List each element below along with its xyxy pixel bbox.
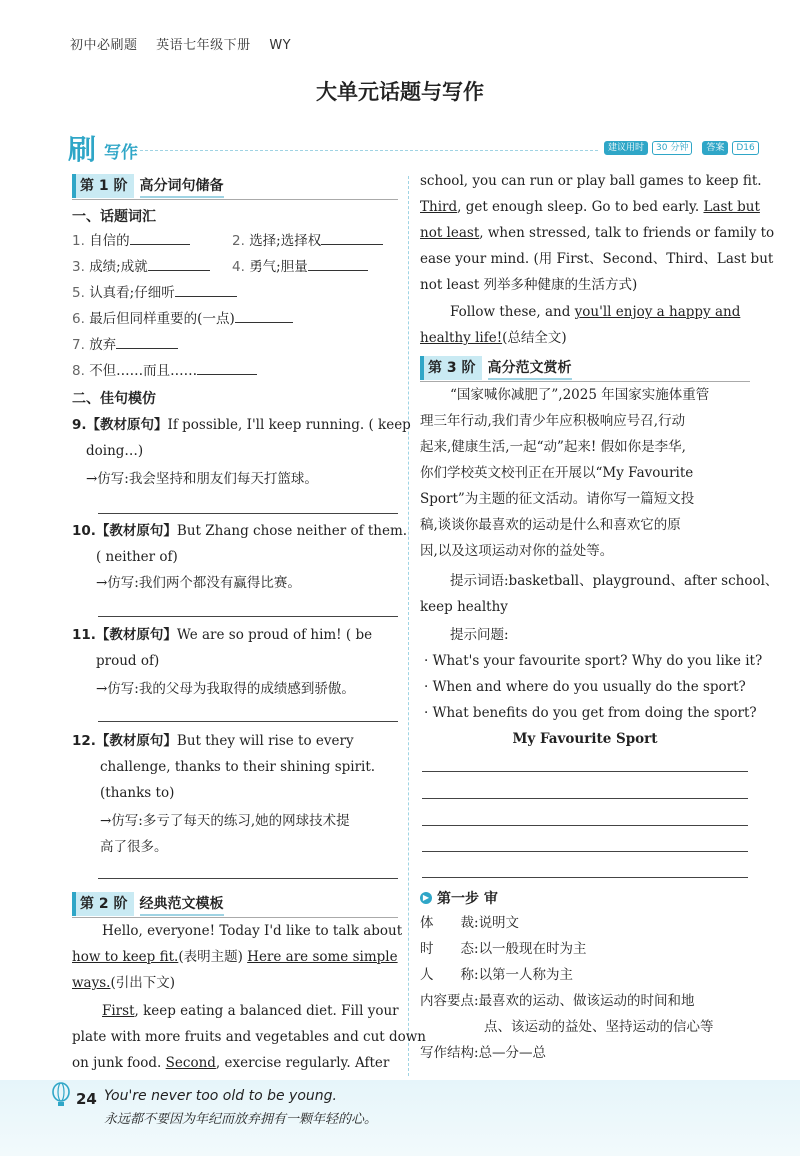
vocab-item-2 bbox=[232, 228, 383, 254]
sentence-item-9 bbox=[72, 412, 411, 438]
row-value: 以第一人称为主 bbox=[478, 967, 574, 983]
item-tag: 【教材原句】 bbox=[86, 417, 168, 433]
item-num: 11. bbox=[72, 627, 96, 643]
underlined-phrase: how to keep fit. bbox=[72, 949, 179, 965]
step-arrow-icon: ▶ bbox=[420, 892, 432, 904]
row-value: 最喜欢的运动、做该运动的时间和地 bbox=[478, 993, 695, 1009]
row-key: 体 裁: bbox=[420, 915, 479, 931]
answer-blank[interactable] bbox=[116, 335, 178, 349]
item-num: 4. bbox=[232, 259, 245, 275]
writing-line[interactable] bbox=[98, 721, 398, 722]
item-text: 放弃 bbox=[89, 337, 117, 353]
item-text: 成绩;成就 bbox=[89, 259, 148, 275]
item-text: 自信的 bbox=[89, 233, 130, 249]
item-num: 8. bbox=[72, 363, 85, 379]
item-num: 10. bbox=[72, 523, 96, 539]
book-subject: 英语七年级下册 bbox=[156, 38, 251, 53]
template-line-9 bbox=[420, 220, 774, 246]
task-line-1: “国家喊你减肥了”,2025 年国家实施体重管 bbox=[450, 387, 710, 403]
item-num: 6. bbox=[72, 311, 85, 327]
step-1-header bbox=[72, 174, 224, 198]
text: , exercise regularly. After bbox=[215, 1055, 390, 1071]
row-key: 内容要点: bbox=[420, 993, 479, 1009]
suggest-time-value: 30 分钟 bbox=[652, 141, 692, 155]
item-num: 1. bbox=[72, 233, 85, 249]
step-3-name: 高分范文赏析 bbox=[488, 357, 572, 380]
item-tag: 【教材原句】 bbox=[95, 733, 177, 749]
hint-questions-label: 提示问题: bbox=[450, 627, 509, 643]
text: Follow these, and bbox=[450, 304, 571, 320]
template-line-1: Hello, everyone! Today I'd like to talk about bbox=[102, 923, 403, 939]
analysis-row-points bbox=[420, 988, 695, 1014]
sentence-item-10 bbox=[72, 518, 407, 544]
item-line: But they will rise to every bbox=[176, 733, 354, 749]
analysis-row-person bbox=[420, 962, 573, 988]
essay-writing-line[interactable] bbox=[422, 798, 748, 799]
template-line-11: not least 列举多种健康的生活方式) bbox=[420, 277, 638, 293]
note: (引出下文) bbox=[110, 975, 175, 991]
step-1-rule bbox=[72, 199, 398, 200]
item-num: 9. bbox=[72, 417, 87, 433]
answer-blank[interactable] bbox=[308, 257, 368, 271]
underlined-phrase: Here are some simple bbox=[247, 949, 398, 965]
row-value: 总—分—总 bbox=[478, 1045, 547, 1061]
template-line-2 bbox=[72, 944, 398, 970]
imitate-prefix: →仿写: bbox=[96, 575, 139, 591]
underlined-phrase: First bbox=[102, 1003, 135, 1019]
template-line-3 bbox=[72, 970, 175, 996]
template-line-6 bbox=[72, 1050, 389, 1076]
page-title: 大单元话题与写作 bbox=[316, 80, 484, 104]
item-text: 勇气;胆量 bbox=[249, 259, 308, 275]
item-num: 12. bbox=[72, 733, 96, 749]
row-value: 以一般现在时为主 bbox=[478, 941, 587, 957]
template-line-7: school, you can run or play ball games to keep fit. bbox=[420, 173, 762, 189]
balloon-icon bbox=[50, 1082, 72, 1108]
answer-label: 答案 bbox=[702, 141, 728, 155]
text: on junk food. bbox=[72, 1055, 162, 1071]
vocab-item-8 bbox=[72, 358, 257, 384]
section-divider bbox=[140, 150, 598, 151]
item-tag: 【教材原句】 bbox=[95, 627, 177, 643]
template-line-8 bbox=[420, 194, 760, 220]
answer-blank[interactable] bbox=[148, 257, 210, 271]
time-badges bbox=[604, 141, 759, 155]
vocab-item-1 bbox=[72, 228, 190, 254]
essay-title: My Favourite Sport bbox=[512, 731, 658, 747]
analysis-row-structure bbox=[420, 1040, 546, 1066]
question-text: What's your favourite sport? Why do you like it? bbox=[432, 653, 763, 669]
sentence-item-9-task bbox=[86, 466, 318, 492]
imitate-prefix: →仿写: bbox=[86, 471, 129, 487]
text: , get enough sleep. Go to bed early. bbox=[457, 199, 700, 215]
sentence-item-11-l2: proud of) bbox=[96, 653, 160, 669]
note: (表明主题) bbox=[178, 949, 243, 965]
step-3-num: 第 3 阶 bbox=[420, 356, 482, 380]
answer-blank[interactable] bbox=[175, 283, 237, 297]
essay-writing-line[interactable] bbox=[422, 825, 748, 826]
item-tag: 【教材原句】 bbox=[95, 523, 177, 539]
hint-question-2: · When and where do you usually do the sport? bbox=[424, 679, 746, 695]
item-text: 最后但同样重要的(一点) bbox=[89, 311, 235, 327]
analysis-row-genre bbox=[420, 910, 519, 936]
imitate-text: 我的父母为我取得的成绩感到骄傲。 bbox=[138, 681, 355, 697]
underlined-phrase: Second bbox=[165, 1055, 216, 1071]
sentence-item-10-task bbox=[96, 570, 301, 596]
task-line-3: 起来,健康生活,一起“动”起来! 假如你是李华, bbox=[420, 439, 686, 455]
analysis-row-points-2: 点、该运动的益处、坚持运动的信心等 bbox=[484, 1019, 714, 1035]
task-line-5: Sport”为主题的征文活动。请你写一篇短文投 bbox=[420, 491, 695, 507]
book-edition: WY bbox=[269, 38, 292, 53]
step-2-header bbox=[72, 892, 224, 916]
step-2-num: 第 2 阶 bbox=[72, 892, 134, 916]
essay-writing-line[interactable] bbox=[422, 771, 748, 772]
sentence-item-12-task bbox=[100, 808, 350, 834]
task-line-2: 理三年行动,我们青少年应积极响应号召,行动 bbox=[420, 413, 686, 429]
hint-words: 提示词语:basketball、playground、after school、 bbox=[450, 573, 779, 589]
page-number: 24 bbox=[76, 1090, 97, 1108]
answer-page: D16 bbox=[732, 141, 758, 155]
answer-blank[interactable] bbox=[130, 231, 190, 245]
writing-line[interactable] bbox=[98, 616, 398, 617]
sentence-item-10-l2: ( neither of) bbox=[96, 549, 178, 565]
imitate-text: 多亏了每天的练习,她的网球技术提 bbox=[142, 813, 350, 829]
analysis-title: 第一步 审 bbox=[437, 891, 498, 907]
imitate-prefix: →仿写: bbox=[96, 681, 139, 697]
hint-question-1: · What's your favourite sport? Why do you like it? bbox=[424, 653, 763, 669]
item-text: 不但……而且…… bbox=[89, 363, 198, 379]
item-line: We are so proud of him! ( be bbox=[176, 627, 373, 643]
writing-line[interactable] bbox=[98, 878, 398, 879]
vocab-item-6 bbox=[72, 306, 293, 332]
hint-question-3: · What benefits do you get from doing the sport? bbox=[424, 705, 757, 721]
sentence-item-12-l2: challenge, thanks to their shining spirit. bbox=[100, 759, 376, 775]
vocab-heading: 一、话题词汇 bbox=[72, 209, 156, 225]
item-line: But Zhang chose neither of them. bbox=[176, 523, 408, 539]
section-shua: 刷 bbox=[68, 133, 97, 166]
suggest-time-label: 建议用时 bbox=[604, 141, 648, 155]
task-line-4: 你们学校英文校刊正在开展以“My Favourite bbox=[420, 465, 694, 481]
imitate-prefix: →仿写: bbox=[100, 813, 143, 829]
item-num: 2. bbox=[232, 233, 245, 249]
step-1-num: 第 1 阶 bbox=[72, 174, 134, 198]
item-line: If possible, I'll keep running. ( keep bbox=[167, 417, 411, 433]
row-key: 时 态: bbox=[420, 941, 479, 957]
step-1-name: 高分词句储备 bbox=[140, 175, 224, 198]
imitate-text: 我们两个都没有赢得比赛。 bbox=[138, 575, 301, 591]
sentence-item-11 bbox=[72, 622, 372, 648]
underlined-phrase: Last but bbox=[703, 199, 760, 215]
vocab-item-4 bbox=[232, 254, 368, 280]
text: (总结全文) bbox=[502, 330, 567, 346]
row-value: 说明文 bbox=[478, 915, 520, 931]
writing-line[interactable] bbox=[98, 513, 398, 514]
task-line-6: 稿,谈谈你最喜欢的运动是什么和喜欢它的原 bbox=[420, 517, 681, 533]
item-text: 选择;选择权 bbox=[249, 233, 322, 249]
analysis-header bbox=[420, 888, 498, 908]
task-line-7: 因,以及这项运动对你的益处等。 bbox=[420, 543, 614, 559]
template-line-4 bbox=[102, 998, 399, 1024]
quote-english: You're never too old to be young. bbox=[104, 1088, 337, 1104]
sentence-item-9-l2: doing…) bbox=[86, 443, 144, 459]
template-line-13 bbox=[420, 325, 567, 351]
answer-blank[interactable] bbox=[321, 231, 383, 245]
question-text: What benefits do you get from doing the sport? bbox=[432, 705, 757, 721]
sentences-heading: 二、佳句模仿 bbox=[72, 391, 156, 407]
imitate-text: 我会坚持和朋友们每天打篮球。 bbox=[128, 471, 318, 487]
template-line-5: plate with more fruits and vegetables and cut down bbox=[72, 1029, 426, 1045]
sentence-item-12-l4: 高了很多。 bbox=[100, 839, 168, 855]
essay-writing-line[interactable] bbox=[422, 877, 748, 878]
row-key: 写作结构: bbox=[420, 1045, 479, 1061]
item-num: 7. bbox=[72, 337, 85, 353]
item-text: 认真看;仔细听 bbox=[89, 285, 175, 301]
underlined-phrase: Third bbox=[420, 199, 458, 215]
sentence-item-11-task bbox=[96, 676, 355, 702]
answer-blank[interactable] bbox=[197, 361, 257, 375]
text: , keep eating a balanced diet. Fill your bbox=[134, 1003, 399, 1019]
sentence-item-12-l2b: (thanks to) bbox=[100, 785, 175, 801]
analysis-row-tense bbox=[420, 936, 587, 962]
underlined-phrase: healthy life! bbox=[420, 330, 503, 346]
hint-words-2: keep healthy bbox=[420, 599, 508, 615]
book-series: 初中必刷题 bbox=[70, 38, 138, 53]
underlined-phrase: not least bbox=[420, 225, 480, 241]
row-key: 人 称: bbox=[420, 967, 479, 983]
step-3-header bbox=[420, 356, 572, 380]
underlined-phrase: you'll enjoy a happy and bbox=[574, 304, 741, 320]
sentence-item-12 bbox=[72, 728, 354, 754]
essay-writing-line[interactable] bbox=[422, 851, 748, 852]
vocab-item-7 bbox=[72, 332, 178, 358]
item-num: 3. bbox=[72, 259, 85, 275]
answer-blank[interactable] bbox=[235, 309, 293, 323]
book-header bbox=[70, 34, 305, 53]
step-2-name: 经典范文模板 bbox=[140, 893, 224, 916]
template-line-12 bbox=[450, 299, 740, 325]
quote-chinese: 永远都不要因为年纪而放弃拥有一颗年轻的心。 bbox=[104, 1112, 378, 1127]
question-text: When and where do you usually do the sport? bbox=[432, 679, 746, 695]
item-num: 5. bbox=[72, 285, 85, 301]
vocab-item-3 bbox=[72, 254, 210, 280]
vocab-item-5 bbox=[72, 280, 237, 306]
template-line-10: ease your mind. (用 First、Second、Third、Last but bbox=[420, 251, 774, 267]
text: , when stressed, talk to friends or family to bbox=[479, 225, 775, 241]
underlined-phrase: ways. bbox=[72, 975, 111, 991]
section-label: 写作 bbox=[104, 143, 138, 163]
column-divider bbox=[408, 176, 409, 1076]
